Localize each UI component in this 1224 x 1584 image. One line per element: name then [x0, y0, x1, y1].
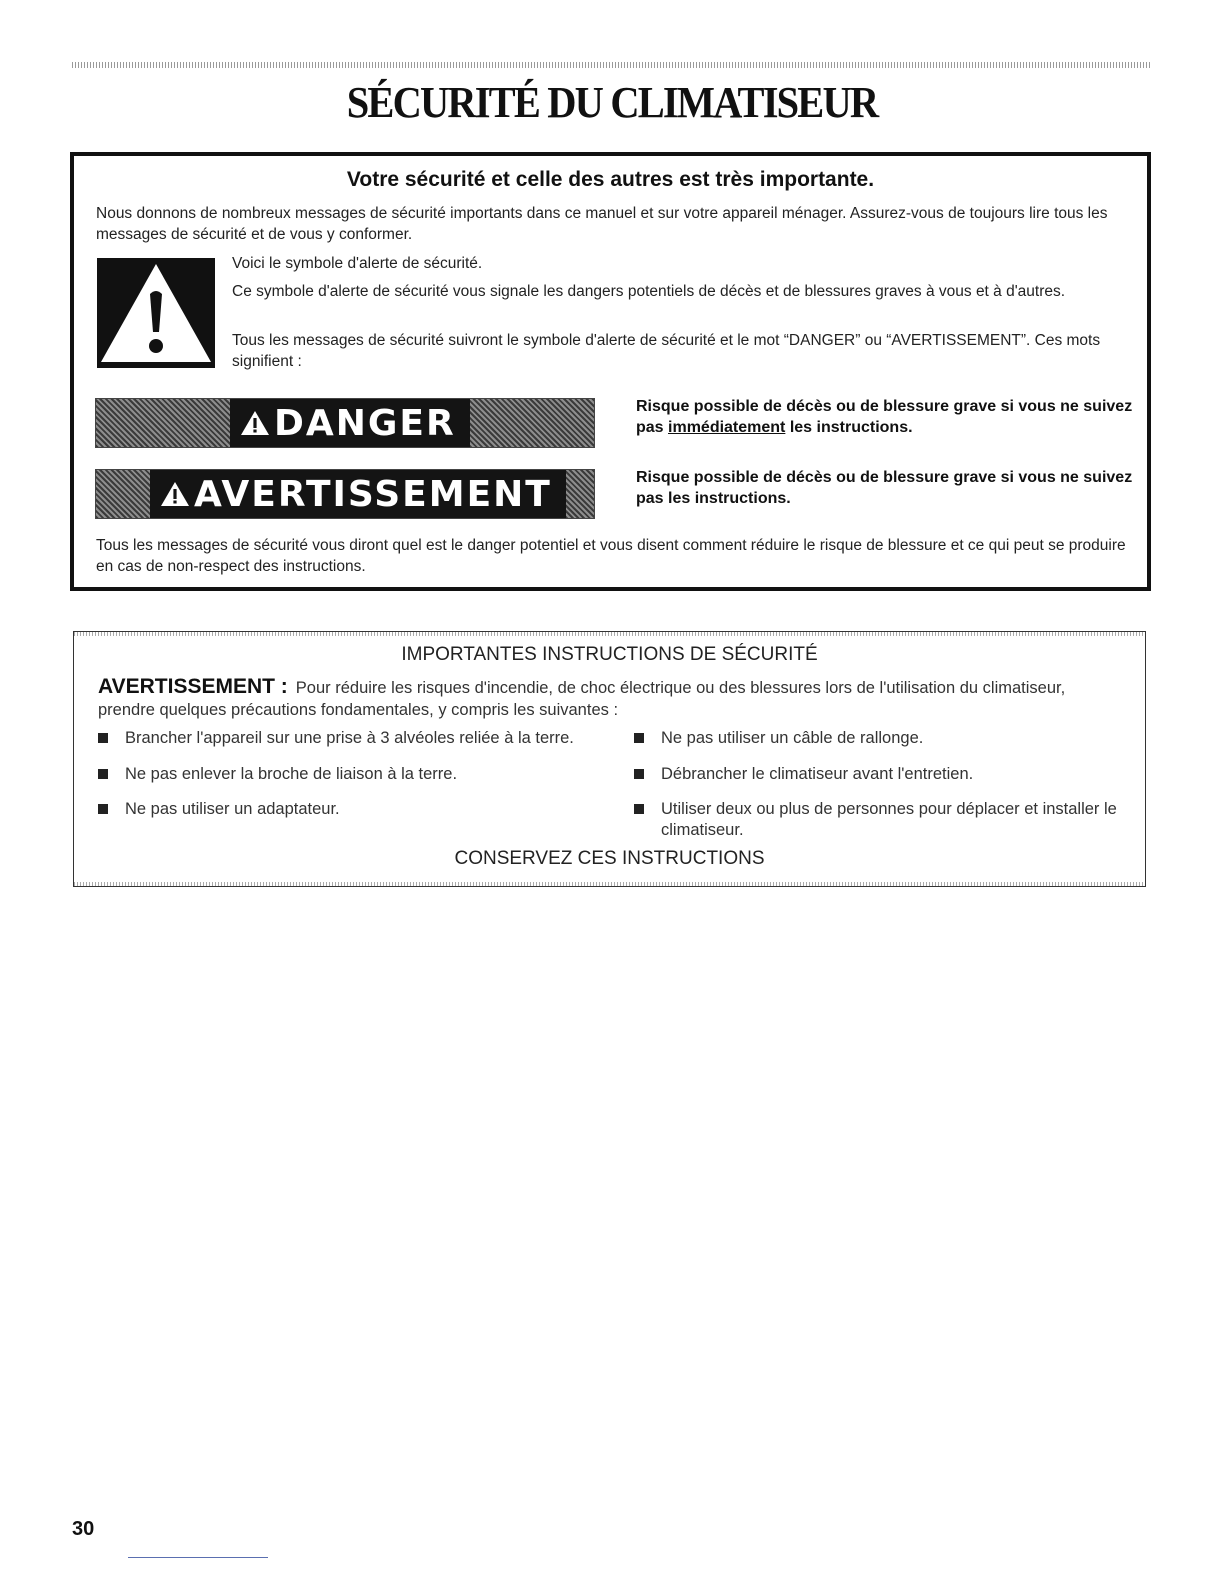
warning-banner — [95, 469, 595, 519]
instructions-bottom-rule — [74, 882, 1145, 886]
page-number: 30 — [72, 1518, 95, 1540]
list-item: Ne pas utiliser un adaptateur. — [98, 799, 625, 820]
danger-description — [636, 396, 1141, 438]
symbol-description: Voici le symbole d'alerte de sécurité. — [232, 255, 483, 272]
instructions-warning-text: Pour réduire les risques d'incendie, de choc électrique ou des blessures lors de l'utilisation du climatiseur, prendre quelques précautions fondamentales, y compris les suivantes : — [98, 679, 1066, 719]
safety-intro: Nous donnons de nombreux messages de sécurité importants dans ce manuel et sur votre appareil ménager. Assurez-vous de toujours lire tous les messages de sécurité et de vous y conformer. — [96, 205, 1108, 243]
warning-word: AVERTISSEMENT — [194, 473, 552, 515]
bullet-square-icon — [98, 804, 108, 814]
safety-box — [70, 152, 1151, 591]
instructions-box — [73, 631, 1146, 887]
instructions-warning-label: AVERTISSEMENT : — [98, 675, 288, 698]
signal-words-intro: Tous les messages de sécurité suivront le symbole d'alerte de sécurité et le mot “DANGER” ou “AVERTISSEMENT”. Ces mots signifient : — [232, 332, 1101, 370]
list-item: Ne pas utiliser un câble de rallonge. — [634, 728, 1131, 749]
bullet-square-icon — [634, 804, 644, 814]
list-item: Ne pas enlever la broche de liaison à la terre. — [98, 764, 625, 785]
safety-closing: Tous les messages de sécurité vous diront quel est le danger potentiel et vous disent comment réduire le risque de blessure et ce qui peut se produire en cas de non-respect des instructions. — [96, 537, 1126, 575]
list-item: Débrancher le climatiseur avant l'entretien. — [634, 764, 1131, 785]
page-title: SÉCURITÉ DU CLIMATISEUR — [346, 78, 878, 127]
conserve-instructions: CONSERVEZ CES INSTRUCTIONS — [454, 848, 765, 869]
safety-alert-icon — [97, 258, 215, 368]
safety-heading: Votre sécurité et celle des autres est très importante. — [346, 168, 875, 191]
bullet-square-icon — [98, 733, 108, 743]
top-divider — [72, 62, 1152, 68]
danger-desc-emphasis: immédiatement — [668, 419, 786, 436]
instructions-title: IMPORTANTES INSTRUCTIONS DE SÉCURITÉ — [401, 644, 818, 665]
bullet-square-icon — [634, 733, 644, 743]
danger-alert-icon — [240, 409, 270, 437]
instructions-top-rule — [74, 632, 1145, 636]
warning-description: Risque possible de décès ou de blessure grave si vous ne suivez pas les instructions. — [636, 469, 1133, 507]
danger-label — [230, 399, 470, 447]
danger-desc-end: les instructions. — [785, 419, 913, 436]
danger-banner — [95, 398, 595, 448]
list-item: Utiliser deux ou plus de personnes pour déplacer et installer le climatiseur. — [634, 799, 1131, 841]
footer-line — [128, 1557, 268, 1558]
instructions-warning — [98, 676, 1108, 721]
symbol-explanation: Ce symbole d'alerte de sécurité vous signale les dangers potentiels de décès et de blessures graves à vous et à d'autres. — [232, 283, 1066, 300]
warning-alert-icon — [160, 480, 190, 508]
list-item: Brancher l'appareil sur une prise à 3 alvéoles reliée à la terre. — [98, 728, 625, 749]
bullet-square-icon — [634, 769, 644, 779]
warning-label — [150, 470, 566, 518]
danger-word: DANGER — [274, 402, 456, 444]
bullet-square-icon — [98, 769, 108, 779]
danger-desc-start: Risque possible de décès ou de blessure grave si vous ne suivez pas — [636, 398, 1133, 436]
